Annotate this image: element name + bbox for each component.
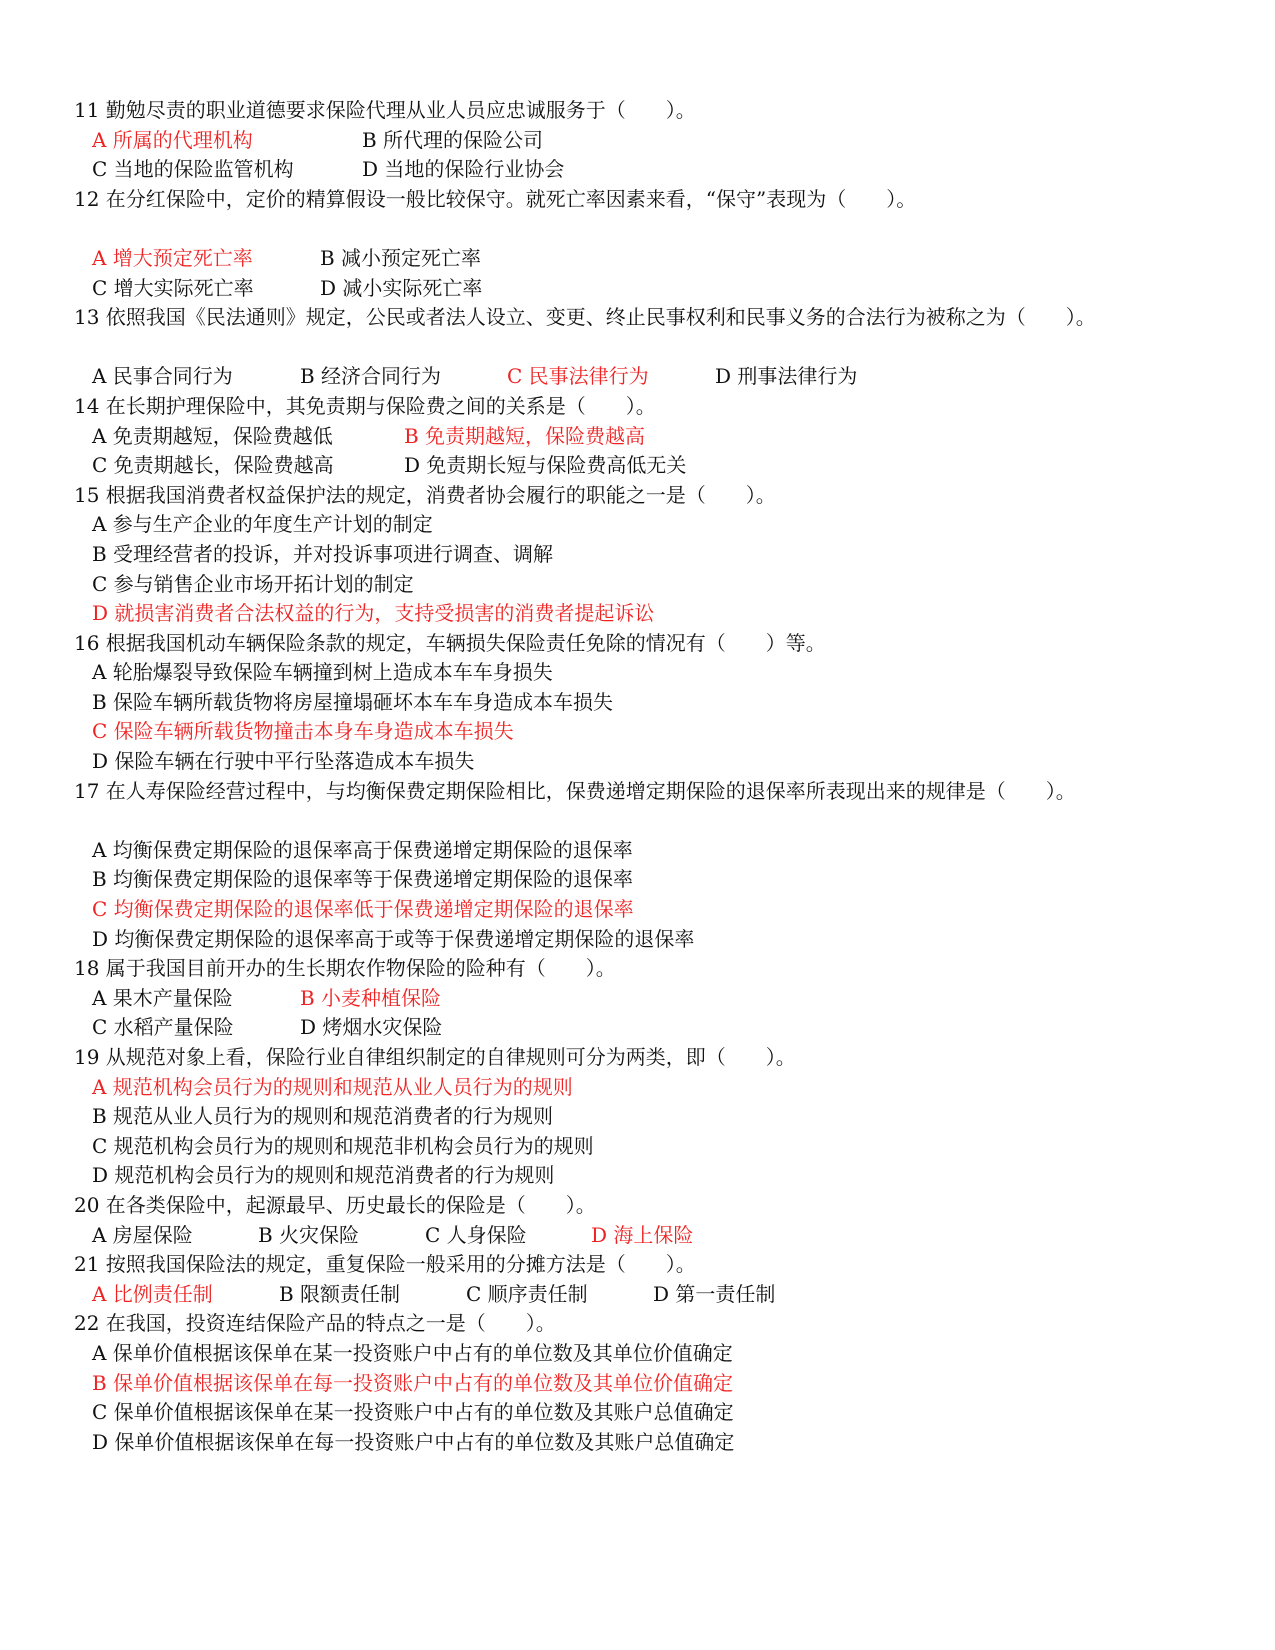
question-12-stem: 12 在分红保险中，定价的精算假设一般比较保守。就死亡率因素来看，“保守”表现为（ ）。 <box>74 186 917 211</box>
question-21-stem: 21 按照我国保险法的规定，重复保险一般采用的分摊方法是（ ）。 <box>74 1252 696 1277</box>
option-d: D 当地的保险行业协会 <box>362 157 565 182</box>
option-d: D 减小实际死亡率 <box>320 275 483 300</box>
exam-page <box>74 96 1214 1457</box>
question-14-stem: 14 在长期护理保险中，其免责期与保险费之间的关系是（ ）。 <box>74 393 656 418</box>
option-b: B 所代理的保险公司 <box>362 127 544 152</box>
question-15-option-d: D 就损害消费者合法权益的行为，支持受损害的消费者提起诉讼 <box>92 601 655 626</box>
question-15-option-b: B 受理经营者的投诉，并对投诉事项进行调查、调解 <box>92 541 554 566</box>
option-d: D 刑事法律行为 <box>715 364 858 389</box>
question-16-option-b: B 保险车辆所载货物将房屋撞塌砸坏本车车身造成本车损失 <box>92 689 614 714</box>
question-22-option-c: C 保单价值根据该保单在某一投资账户中占有的单位数及其账户总值确定 <box>92 1400 734 1425</box>
question-13-stem: 13 依照我国《民法通则》规定，公民或者法人设立、变更、终止民事权利和民事义务的合法行为被称之为（ ）。 <box>74 305 1096 330</box>
question-17-option-d: D 均衡保费定期保险的退保率高于或等于保费递增定期保险的退保率 <box>92 926 695 951</box>
question-14-options-row1 <box>74 422 1214 452</box>
option-d: D 烤烟水灾保险 <box>300 1015 443 1040</box>
question-14-options-row2 <box>74 451 1214 481</box>
question-19-stem: 19 从规范对象上看，保险行业自律组织制定的自律规则可分为两类，即（ ）。 <box>74 1045 796 1069</box>
option-c: C 顺序责任制 <box>466 1281 588 1306</box>
question-11-options-row1 <box>74 126 1214 156</box>
option-c: C 当地的保险监管机构 <box>92 157 294 182</box>
option-c: C 民事法律行为 <box>507 364 649 389</box>
question-15-option-a: A 参与生产企业的年度生产计划的制定 <box>92 512 433 537</box>
question-17-option-c: C 均衡保费定期保险的退保率低于保费递增定期保险的退保率 <box>92 897 634 922</box>
question-15-stem: 15 根据我国消费者权益保护法的规定，消费者协会履行的职能之一是（ ）。 <box>74 482 776 507</box>
option-a: A 所属的代理机构 <box>92 127 253 152</box>
question-16-option-c: C 保险车辆所载货物撞击本身车身造成本车损失 <box>92 719 514 744</box>
question-19-option-b: B 规范从业人员行为的规则和规范消费者的行为规则 <box>92 1104 554 1129</box>
question-18-stem: 18 属于我国目前开办的生长期农作物保险的险种有（ ）。 <box>74 956 616 981</box>
question-18-options-row2 <box>74 1013 1214 1043</box>
option-a: A 房屋保险 <box>92 1222 193 1247</box>
question-12-options-row1 <box>74 244 1214 274</box>
question-21-options <box>74 1280 1214 1310</box>
option-c: C 人身保险 <box>425 1222 527 1247</box>
option-a: A 民事合同行为 <box>92 364 233 389</box>
option-a: A 比例责任制 <box>92 1281 213 1306</box>
question-17-stem: 17 在人寿保险经营过程中，与均衡保费定期保险相比，保费递增定期保险的退保率所表现出来的规律是（ ）。 <box>74 778 1076 803</box>
option-b: B 经济合同行为 <box>300 364 442 389</box>
question-22-stem: 22 在我国，投资连结保险产品的特点之一是（ ）。 <box>74 1311 556 1336</box>
option-a: A 增大预定死亡率 <box>92 245 253 270</box>
question-11-stem: 11 勤勉尽责的职业道德要求保险代理从业人员应忠诚服务于（ ）。 <box>74 98 696 122</box>
option-b: B 小麦种植保险 <box>300 985 442 1010</box>
option-b: B 限额责任制 <box>279 1281 401 1306</box>
question-19-option-a: A 规范机构会员行为的规则和规范从业人员行为的规则 <box>92 1074 573 1099</box>
option-c: C 免责期越长，保险费越高 <box>92 453 334 478</box>
question-15-option-c: C 参与销售企业市场开拓计划的制定 <box>92 571 414 596</box>
question-16-option-d: D 保险车辆在行驶中平行坠落造成本车损失 <box>92 749 475 774</box>
option-b: B 免责期越短，保险费越高 <box>404 423 646 448</box>
option-d: D 海上保险 <box>591 1222 694 1247</box>
question-20-options <box>74 1221 1214 1251</box>
question-22-option-b: B 保单价值根据该保单在每一投资账户中占有的单位数及其单位价值确定 <box>92 1370 734 1395</box>
question-19-option-c: C 规范机构会员行为的规则和规范非机构会员行为的规则 <box>92 1133 594 1158</box>
question-22-option-d: D 保单价值根据该保单在每一投资账户中占有的单位数及其账户总值确定 <box>92 1429 735 1454</box>
option-a: A 果木产量保险 <box>92 985 233 1010</box>
question-18-options-row1 <box>74 984 1214 1014</box>
question-16-stem: 16 根据我国机动车辆保险条款的规定，车辆损失保险责任免除的情况有（ ）等。 <box>74 630 826 655</box>
option-a: A 免责期越短，保险费越低 <box>92 423 333 448</box>
question-17-option-a: A 均衡保费定期保险的退保率高于保费递增定期保险的退保率 <box>92 837 633 862</box>
question-12-options-row2 <box>74 274 1214 304</box>
option-c: C 增大实际死亡率 <box>92 275 254 300</box>
option-d: D 免责期长短与保险费高低无关 <box>404 453 687 478</box>
option-b: B 火灾保险 <box>258 1222 360 1247</box>
question-20-stem: 20 在各类保险中，起源最早、历史最长的保险是（ ）。 <box>74 1192 596 1217</box>
question-17-option-b: B 均衡保费定期保险的退保率等于保费递增定期保险的退保率 <box>92 867 634 892</box>
question-13-options <box>74 362 1214 392</box>
option-d: D 第一责任制 <box>653 1281 776 1306</box>
question-22-option-a: A 保单价值根据该保单在某一投资账户中占有的单位数及其单位价值确定 <box>92 1340 733 1365</box>
question-11-options-row2 <box>74 155 1214 185</box>
question-16-option-a: A 轮胎爆裂导致保险车辆撞到树上造成本车车身损失 <box>92 660 553 685</box>
option-b: B 减小预定死亡率 <box>320 245 482 270</box>
question-19-option-d: D 规范机构会员行为的规则和规范消费者的行为规则 <box>92 1163 555 1188</box>
option-c: C 水稻产量保险 <box>92 1015 234 1040</box>
